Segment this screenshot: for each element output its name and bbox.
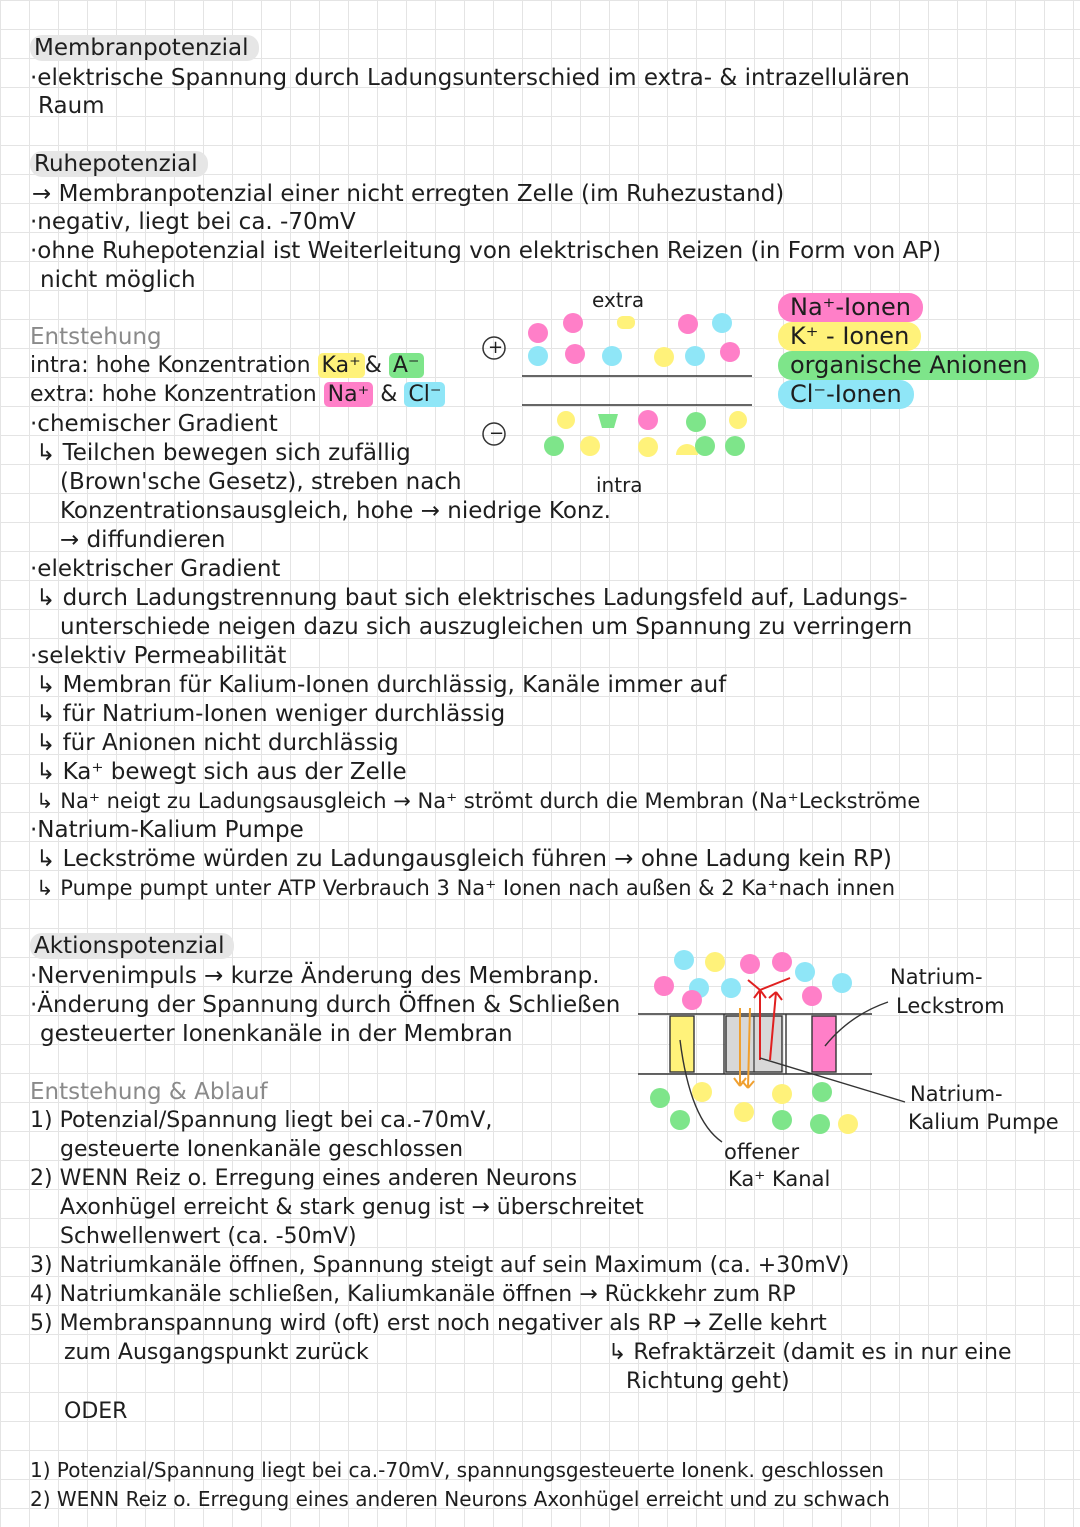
text-line: 1) Potenzial/Spannung liegt bei ca.-70mV, spannungsgesteuerte Ionenk. geschlossen — [30, 1458, 884, 1482]
text-line: Raum — [38, 93, 105, 119]
anion — [544, 436, 564, 456]
text-line: gesteuerter Ionenkanäle in der Membran — [40, 1021, 513, 1047]
label-extra: extra — [592, 288, 645, 312]
label-natrium-leckstrom: Natrium- — [890, 965, 983, 989]
k-channel-open — [670, 1016, 694, 1072]
text-line: ↳ Teilchen bewegen sich zufällig — [36, 440, 411, 466]
text-line: nicht möglich — [40, 267, 196, 293]
label-natrium-leckstrom-2: Leckstrom — [896, 994, 1005, 1018]
anion — [695, 436, 715, 456]
legend-na: Na⁺-Ionen — [778, 293, 923, 322]
k-ion — [580, 436, 600, 456]
k-ion — [557, 411, 575, 429]
text-line: Richtung geht) — [626, 1369, 790, 1394]
cl-ion — [528, 346, 548, 366]
section-title-aktionspotenzial: Aktionspotenzial — [30, 932, 234, 960]
anion — [725, 436, 745, 456]
subheading-ablauf: Entstehung & Ablauf — [30, 1079, 268, 1105]
text-line: ↳ für Anionen nicht durchlässig — [36, 730, 399, 756]
cl-ion — [712, 313, 732, 333]
text-line: ↳ Na⁺ neigt zu Ladungsausgleich → Na⁺ strömt durch die Membran (Na⁺Leckströme — [36, 789, 921, 813]
highlight-k: Ka⁺ — [318, 353, 365, 378]
text-line: ↳ Leckströme würden zu Ladungausgleich führen → ohne Ladung kein RP) — [36, 846, 892, 872]
text-oder: ODER — [64, 1399, 128, 1424]
k-ion — [617, 316, 635, 329]
label-intra: intra — [596, 473, 643, 497]
highlight-cl: Cl⁻ — [404, 382, 445, 407]
text-line: → diffundieren — [60, 527, 226, 553]
ap-diagram — [638, 950, 905, 1142]
text-line: ·Nervenimpuls → kurze Änderung des Membranp. — [30, 963, 600, 989]
cl-ion — [602, 346, 622, 366]
na-ion — [565, 344, 585, 364]
text-line: → Membranpotenzial einer nicht erregten Zelle (im Ruhezustand) — [32, 181, 785, 207]
text-line: 3) Natriumkanäle öffnen, Spannung steigt auf sein Maximum (ca. +30mV) — [30, 1253, 850, 1278]
legend-anion: organische Anionen — [778, 351, 1039, 380]
text-line: Schwellenwert (ca. -50mV) — [60, 1224, 357, 1249]
legend-k: K⁺ - Ionen — [778, 322, 921, 351]
label-pumpe: Natrium- — [910, 1082, 1003, 1106]
text-line: ·ohne Ruhepotenzial ist Weiterleitung von elektrischen Reizen (in Form von AP) — [30, 238, 942, 264]
intra-line: intra: hohe Konzentration Ka⁺ & A⁻ — [30, 352, 424, 380]
k-ion — [676, 444, 698, 455]
extra-ions — [528, 313, 740, 367]
text-line: ↳ durch Ladungstrennung baut sich elektrisches Ladungsfeld auf, Ladungs- — [36, 585, 908, 611]
text-line: unterschiede neigen dazu sich auszugleichen um Spannung zu verringern — [60, 614, 913, 640]
text-line: ↳ Membran für Kalium-Ionen durchlässig, Kanäle immer auf — [36, 672, 727, 698]
k-ion — [638, 437, 658, 457]
subheading-entstehung: Entstehung — [30, 324, 162, 350]
k-ion — [654, 347, 674, 367]
na-ion — [678, 314, 698, 334]
text-line: ·Änderung der Spannung durch Öffnen & Schließen — [30, 992, 621, 1018]
anion — [598, 414, 618, 428]
cl-ion — [685, 346, 705, 366]
text-line: 2) WENN Reiz o. Erregung eines anderen Neurons Axonhügel erreicht und zu schwach — [30, 1487, 890, 1511]
na-leak-channel — [812, 1016, 836, 1072]
na-ion — [528, 323, 548, 343]
minus-sign: − — [489, 423, 505, 444]
text-line: ·elektrischer Gradient — [30, 556, 281, 582]
text-line: zum Ausgangspunkt zurück — [64, 1340, 369, 1365]
anion — [686, 412, 706, 432]
text-line: Konzentrationsausgleich, hohe → niedrige Konz. — [60, 498, 611, 524]
text-line: ↳ Refraktärzeit (damit es in nur eine — [608, 1340, 1012, 1365]
text-line: ↳ Ka⁺ bewegt sich aus der Zelle — [36, 759, 407, 785]
label-kanal: offener — [724, 1140, 800, 1164]
text-line: (Brown'sche Gesetz), streben nach — [60, 469, 462, 495]
text-line: ·negativ, liegt bei ca. -70mV — [30, 209, 356, 235]
text-line: ·Natrium-Kalium Pumpe — [30, 817, 304, 843]
text-line: ·elektrische Spannung durch Ladungsunterschied im extra- & intrazellulären — [30, 65, 910, 91]
highlight-anion: A⁻ — [389, 353, 424, 378]
text-line: 5) Membranspannung wird (oft) erst noch negativer als RP → Zelle kehrt — [30, 1311, 827, 1336]
text-line: 4) Natriumkanäle schließen, Kaliumkanäle öffnen → Rückkehr zum RP — [30, 1282, 796, 1307]
section-title-ruhepotenzial: Ruhepotenzial — [30, 150, 208, 178]
intra-ions — [544, 410, 747, 457]
na-k-pump — [726, 1016, 782, 1072]
na-ion — [563, 313, 583, 333]
highlight-na: Na⁺ — [324, 382, 374, 407]
label-kanal-2: Ka⁺ Kanal — [728, 1167, 831, 1191]
na-ion — [638, 410, 658, 430]
text-line: ·chemischer Gradient — [30, 411, 278, 437]
text-line: ·selektiv Permeabilität — [30, 643, 287, 669]
extra-line: extra: hohe Konzentration Na⁺ & Cl⁻ — [30, 381, 445, 409]
text-line: ↳ für Natrium-Ionen weniger durchlässig — [36, 701, 506, 727]
text-line: gesteuerte Ionenkanäle geschlossen — [60, 1137, 464, 1162]
text-line: ↳ Pumpe pumpt unter ATP Verbrauch 3 Na⁺ Ionen nach außen & 2 Ka⁺nach innen — [36, 876, 896, 900]
text-line: 2) WENN Reiz o. Erregung eines anderen Neurons — [30, 1166, 578, 1191]
na-ion — [720, 342, 740, 362]
legend-cl: Cl⁻-Ionen — [778, 380, 914, 409]
text-line: 1) Potenzial/Spannung liegt bei ca.-70mV, — [30, 1108, 493, 1133]
k-ion — [729, 411, 747, 429]
text-line: Axonhügel erreicht & stark genug ist → überschreitet — [60, 1195, 644, 1220]
section-title-membranpotenzial: Membranpotenzial — [30, 34, 259, 62]
plus-sign: + — [488, 337, 504, 358]
label-pumpe-2: Kalium Pumpe — [908, 1110, 1059, 1134]
